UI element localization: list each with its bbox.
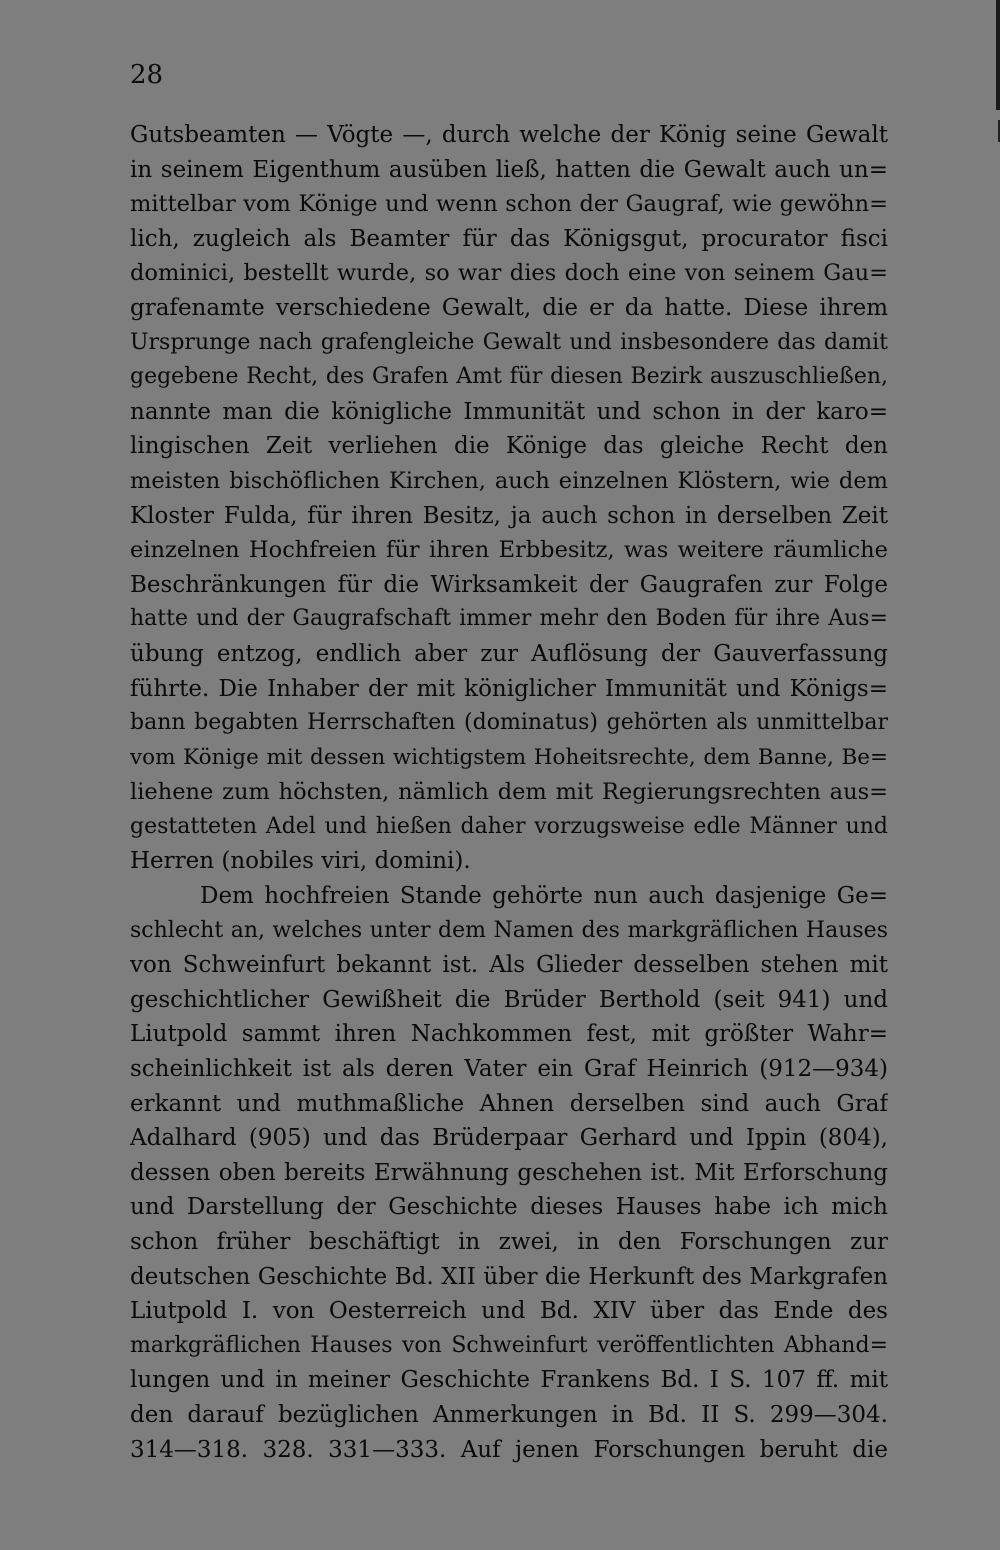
text-line: markgräflichen Hauses von Schweinfurt veröffentlichten Abhand= <box>130 1332 888 1358</box>
text-line: gegebene Recht, des Grafen Amt für diesen Bezirk auszuschließen, <box>130 364 888 390</box>
text-line: Ursprunge nach grafengleiche Gewalt und insbesondere das damit <box>130 329 888 355</box>
text-line: Gutsbeamten — Vögte —, durch welche der König seine Gewalt <box>130 122 888 148</box>
paragraph-end-line: Herren (nobiles viri, domini). <box>130 848 471 875</box>
text-line: erkannt und muthmaßliche Ahnen derselben sind auch Graf <box>130 1090 888 1117</box>
text-line: gestatteten Adel und hießen daher vorzugsweise edle Männer und <box>130 813 888 839</box>
text-line: von Schweinfurt bekannt ist. Als Glieder desselben stehen mit <box>130 952 888 979</box>
text-line: den darauf bezüglichen Anmerkungen in Bd. II S. 299—304. <box>130 1401 888 1428</box>
text-line: geschichtlicher Gewißheit die Brüder Berthold (seit 941) und <box>130 986 888 1013</box>
text-line: Adalhard (905) und das Brüderpaar Gerhard und Ippin (804), <box>130 1125 888 1152</box>
text-line: und Darstellung der Geschichte dieses Hauses habe ich mich <box>130 1194 888 1221</box>
text-line: 314—318. 328. 331—333. Auf jenen Forschungen beruht die <box>130 1436 888 1463</box>
text-line: meisten bischöflichen Kirchen, auch einzelnen Klöstern, wie dem <box>130 467 888 494</box>
text-line: dominici, bestellt wurde, so war dies doch eine von seinem Gau= <box>130 260 888 287</box>
text-line: lungen und in meiner Geschichte Frankens Bd. I S. 107 ff. mit <box>130 1367 888 1394</box>
text-line: bann begabten Herrschaften (dominatus) gehörten als unmittelbar <box>130 710 888 736</box>
text-line: führte. Die Inhaber der mit königlicher Immunität und Königs= <box>130 675 888 702</box>
text-line: übung entzog, endlich aber zur Auflösung der Gauverfassung <box>130 640 888 667</box>
page-number: 28 <box>130 60 164 90</box>
text-line: nannte man die königliche Immunität und schon in der karo= <box>130 398 888 425</box>
text-line: dessen oben bereits Erwähnung geschehen ist. Mit Erforschung <box>130 1159 888 1186</box>
text-line: in seinem Eigenthum ausüben ließ, hatten die Gewalt auch un= <box>130 156 888 183</box>
text-line: liehene zum höchsten, nämlich dem mit Regierungsrechten aus= <box>130 779 888 806</box>
text-line: Liutpold I. von Oesterreich und Bd. XIV über das Ende des <box>130 1298 888 1325</box>
text-line: Beschränkungen für die Wirksamkeit der Gaugrafen zur Folge <box>130 571 888 598</box>
text-line: Liutpold sammt ihren Nachkommen fest, mit größter Wahr= <box>130 1021 888 1048</box>
scan-edge-mark <box>996 0 1000 110</box>
text-line: einzelnen Hochfreien für ihren Erbbesitz, was weitere räumliche <box>130 537 888 564</box>
text-line: Kloster Fulda, für ihren Besitz, ja auch schon in derselben Zeit <box>130 502 888 529</box>
text-line: scheinlichkeit ist als deren Vater ein Graf Heinrich (912—934) <box>130 1056 888 1083</box>
text-line: deutschen Geschichte Bd. XII über die Herkunft des Markgrafen <box>130 1263 888 1290</box>
body-text <box>130 118 888 1467</box>
text-line: mittelbar vom Könige und wenn schon der Gaugraf, wie gewöhn= <box>130 191 888 218</box>
text-line: vom Könige mit dessen wichtigstem Hoheitsrechte, dem Banne, Be= <box>130 744 888 770</box>
text-line: lich, zugleich als Beamter für das Königsgut, procurator fisci <box>130 225 888 252</box>
paragraph-start-line: Dem hochfreien Stande gehörte nun auch dasjenige Ge= <box>200 883 888 910</box>
text-line: lingischen Zeit verliehen die Könige das gleiche Recht den <box>130 433 888 460</box>
text-line: schon früher beschäftigt in zwei, in den Forschungen zur <box>130 1229 888 1255</box>
text-line: grafenamte verschiedene Gewalt, die er da hatte. Diese ihrem <box>130 294 888 321</box>
text-line: hatte und der Gaugrafschaft immer mehr den Boden für ihre Aus= <box>130 606 888 632</box>
text-line: schlecht an, welches unter dem Namen des markgräflichen Hauses <box>130 917 888 943</box>
